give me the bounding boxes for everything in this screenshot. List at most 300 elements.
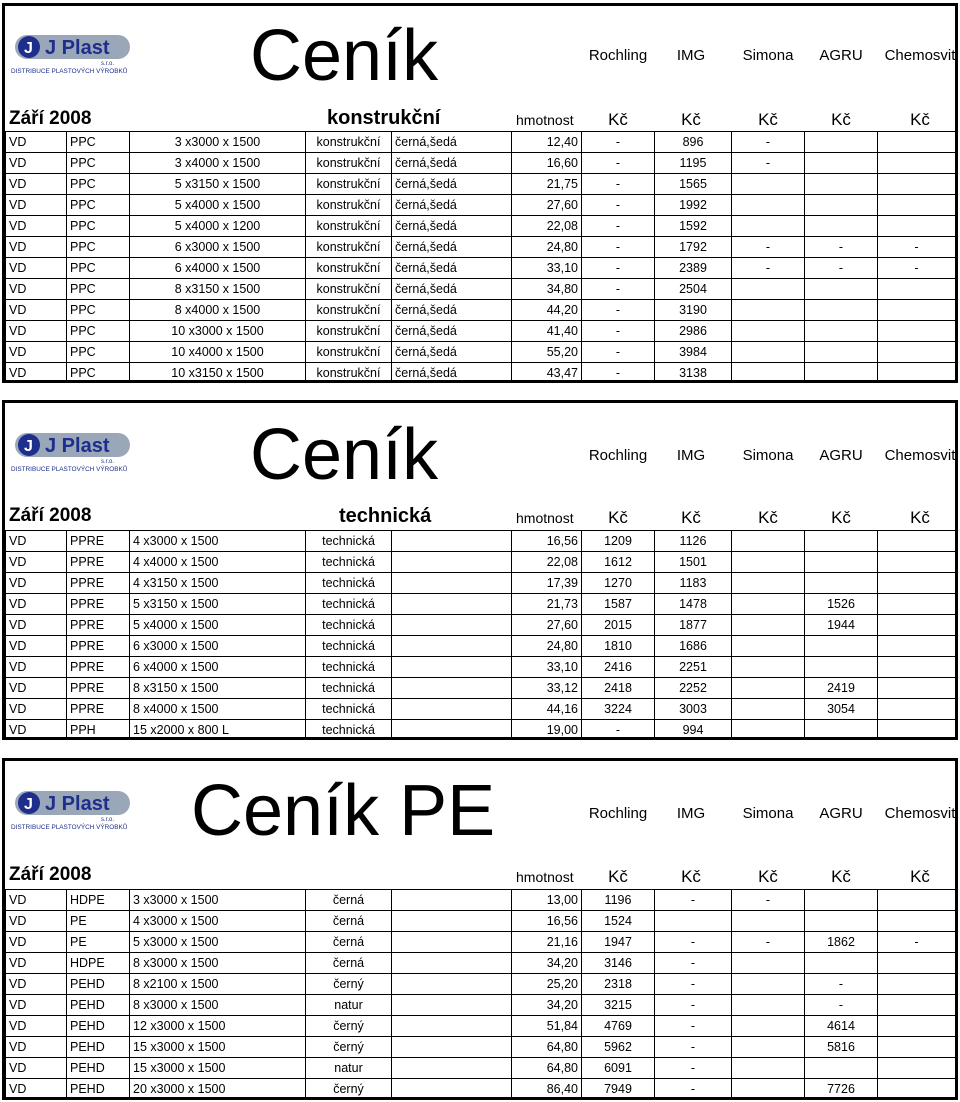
currency-header: Kč [758,110,778,129]
cell-type: VD [6,678,67,699]
cell-grade: natur [306,995,392,1016]
table-row [6,216,956,237]
table-row [6,237,956,258]
table-row [6,363,956,384]
cell-grade: konstrukční [306,237,392,258]
cell-price-chemosvit [878,1058,956,1079]
cell-price-agru [805,174,878,195]
cell-weight: 43,47 [512,363,582,384]
cell-dimensions: 12 x3000 x 1500 [130,1016,306,1037]
cell-weight: 24,80 [512,237,582,258]
price-table [5,131,956,383]
cell-price-agru [805,363,878,384]
cell-price-img: 1501 [655,552,732,573]
cell-color: černá,šedá [392,321,512,342]
cell-material: PPC [67,174,130,195]
cell-weight: 13,00 [512,890,582,911]
cell-type: VD [6,363,67,384]
cell-grade: technická [306,573,392,594]
cell-price-img: 3190 [655,300,732,321]
cell-material: HDPE [67,953,130,974]
cell-grade: konstrukční [306,195,392,216]
cell-price-rochling: - [582,237,655,258]
cell-grade: černý [306,974,392,995]
cell-price-simona [732,636,805,657]
cell-price-agru: - [805,237,878,258]
cell-dimensions: 10 x4000 x 1500 [130,342,306,363]
cell-color [392,657,512,678]
table-row [6,153,956,174]
cell-type: VD [6,321,67,342]
currency-header: Kč [681,110,701,129]
cell-type: VD [6,279,67,300]
cell-price-chemosvit [878,953,956,974]
cell-dimensions: 6 x3000 x 1500 [130,237,306,258]
cell-weight: 33,10 [512,657,582,678]
cell-grade: černý [306,1079,392,1100]
cell-price-img: - [655,953,732,974]
table-row [6,657,956,678]
cell-weight: 44,16 [512,699,582,720]
cell-dimensions: 8 x3150 x 1500 [130,279,306,300]
cell-color: černá,šedá [392,363,512,384]
cell-price-simona [732,678,805,699]
cell-material: PPRE [67,615,130,636]
cell-price-agru [805,552,878,573]
cell-type: VD [6,195,67,216]
cell-price-img: 1686 [655,636,732,657]
cell-price-agru: 3054 [805,699,878,720]
cell-price-chemosvit [878,594,956,615]
cell-type: VD [6,237,67,258]
cell-price-rochling: - [582,321,655,342]
cell-price-rochling: 3146 [582,953,655,974]
cell-price-simona [732,300,805,321]
cell-weight: 27,60 [512,195,582,216]
cell-price-img: 2251 [655,657,732,678]
section-subtitle: technická [339,505,432,527]
cell-material: PPC [67,237,130,258]
cell-price-img: - [655,1037,732,1058]
cell-dimensions: 8 x2100 x 1500 [130,974,306,995]
cell-price-chemosvit [878,615,956,636]
cell-material: PPC [67,279,130,300]
cell-price-chemosvit [878,995,956,1016]
cell-price-simona [732,657,805,678]
cell-price-rochling: - [582,153,655,174]
cell-type: VD [6,552,67,573]
cell-price-agru: 4614 [805,1016,878,1037]
price-table [5,889,956,1100]
currency-header: Kč [831,508,851,527]
cell-material: PPRE [67,594,130,615]
table-row [6,1079,956,1100]
cell-price-simona: - [732,153,805,174]
cell-price-chemosvit [878,699,956,720]
cell-grade: černá [306,932,392,953]
cell-weight: 16,56 [512,531,582,552]
cell-color: černá,šedá [392,237,512,258]
cell-material: PEHD [67,1016,130,1037]
cell-weight: 17,39 [512,573,582,594]
cell-price-chemosvit [878,321,956,342]
cell-weight: 21,75 [512,174,582,195]
cell-type: VD [6,300,67,321]
cell-price-simona [732,174,805,195]
cell-price-simona [732,342,805,363]
cell-material: PPRE [67,699,130,720]
cell-price-simona [732,216,805,237]
cell-color: černá,šedá [392,132,512,153]
cell-price-img: 1478 [655,594,732,615]
price-section-technicka [2,400,958,740]
currency-header: Kč [831,867,851,886]
svg-text:J Plast: J Plast [45,435,110,457]
cell-price-img: 2389 [655,258,732,279]
cell-grade: technická [306,657,392,678]
currency-header: Kč [831,110,851,129]
supplier-agru: AGRU [819,447,863,464]
cell-dimensions: 15 x2000 x 800 L [130,720,306,741]
cell-material: PPC [67,342,130,363]
cell-dimensions: 6 x4000 x 1500 [130,657,306,678]
cell-color [392,699,512,720]
cell-price-agru: 7726 [805,1079,878,1100]
cell-material: PPRE [67,678,130,699]
cell-type: VD [6,720,67,741]
cell-price-chemosvit [878,531,956,552]
table-row [6,953,956,974]
cell-price-img: 2986 [655,321,732,342]
cell-type: VD [6,699,67,720]
cell-material: PPC [67,321,130,342]
cell-grade: technická [306,615,392,636]
cell-price-rochling: 2015 [582,615,655,636]
cell-price-rochling: 4769 [582,1016,655,1037]
page-title: Ceník PE [191,771,496,851]
cell-price-simona: - [732,258,805,279]
cell-dimensions: 8 x4000 x 1500 [130,300,306,321]
supplier-img: IMG [676,47,706,64]
cell-price-rochling: 1587 [582,594,655,615]
cell-price-rochling: 1947 [582,932,655,953]
cell-price-chemosvit [878,195,956,216]
cell-price-chemosvit [878,363,956,384]
cell-weight: 33,12 [512,678,582,699]
supplier-rochling: Rochling [588,447,648,464]
cell-weight: 41,40 [512,321,582,342]
cell-price-simona [732,995,805,1016]
cell-type: VD [6,1058,67,1079]
cell-grade: černá [306,890,392,911]
cell-price-agru [805,153,878,174]
table-row [6,594,956,615]
cell-type: VD [6,1037,67,1058]
cell-weight: 34,80 [512,279,582,300]
currency-header: Kč [910,110,930,129]
cell-color [392,932,512,953]
cell-price-img: - [655,1079,732,1100]
cell-grade: černá [306,953,392,974]
cell-type: VD [6,657,67,678]
cell-weight: 24,80 [512,636,582,657]
table-row [6,132,956,153]
section-subtitle: konstrukční [327,107,441,129]
currency-header: Kč [910,867,930,886]
cell-grade: technická [306,720,392,741]
cell-price-chemosvit [878,573,956,594]
cell-type: VD [6,594,67,615]
cell-dimensions: 3 x4000 x 1500 [130,153,306,174]
cell-price-simona [732,1016,805,1037]
weight-header: hmotnost [516,869,574,885]
cell-type: VD [6,932,67,953]
cell-weight: 21,73 [512,594,582,615]
cell-dimensions: 8 x3000 x 1500 [130,953,306,974]
weight-header: hmotnost [516,510,574,526]
cell-price-agru [805,342,878,363]
cell-price-simona [732,1058,805,1079]
cell-price-img: 2252 [655,678,732,699]
cell-material: PPRE [67,573,130,594]
cell-color [392,636,512,657]
cell-price-img: 1592 [655,216,732,237]
cell-type: VD [6,342,67,363]
cell-price-img: - [655,995,732,1016]
cell-grade: technická [306,594,392,615]
cell-weight: 64,80 [512,1037,582,1058]
date-label: Září 2008 [9,108,92,129]
cell-color [392,995,512,1016]
cell-material: PE [67,932,130,953]
cell-price-simona [732,363,805,384]
cell-weight: 22,08 [512,216,582,237]
cell-color [392,911,512,932]
cell-price-rochling: 1209 [582,531,655,552]
cell-price-img: 2504 [655,279,732,300]
cell-price-rochling: 3215 [582,995,655,1016]
cell-price-chemosvit [878,279,956,300]
table-row [6,720,956,741]
cell-material: HDPE [67,890,130,911]
supplier-rochling: Rochling [588,47,648,64]
svg-text:DISTRIBUCE PLASTOVÝCH VÝROBKŮ: DISTRIBUCE PLASTOVÝCH VÝROBKŮ [11,824,128,831]
currency-header: Kč [608,508,628,527]
cell-price-chemosvit [878,1079,956,1100]
cell-price-img: 1126 [655,531,732,552]
cell-material: PPC [67,300,130,321]
cell-material: PPRE [67,552,130,573]
table-row [6,615,956,636]
cell-price-img [655,911,732,932]
cell-price-rochling: 7949 [582,1079,655,1100]
cell-material: PPC [67,258,130,279]
page-title: Ceník [250,415,439,495]
cell-material: PPC [67,153,130,174]
cell-dimensions: 15 x3000 x 1500 [130,1037,306,1058]
cell-price-simona [732,279,805,300]
currency-header: Kč [681,508,701,527]
cell-dimensions: 10 x3150 x 1500 [130,363,306,384]
cell-price-simona [732,531,805,552]
table-row [6,279,956,300]
cell-grade: konstrukční [306,279,392,300]
cell-weight: 34,20 [512,995,582,1016]
cell-weight: 21,16 [512,932,582,953]
cell-price-agru [805,300,878,321]
cell-color: černá,šedá [392,258,512,279]
cell-price-rochling: - [582,720,655,741]
cell-price-chemosvit [878,890,956,911]
currency-header: Kč [910,508,930,527]
cell-price-agru [805,911,878,932]
table-row [6,932,956,953]
cell-price-agru: - [805,995,878,1016]
cell-price-agru [805,657,878,678]
cell-color [392,1079,512,1100]
cell-type: VD [6,890,67,911]
cell-price-agru [805,531,878,552]
cell-grade: černý [306,1016,392,1037]
supplier-rochling: Rochling [588,805,648,822]
cell-weight: 33,10 [512,258,582,279]
cell-price-chemosvit [878,636,956,657]
cell-color: černá,šedá [392,174,512,195]
cell-type: VD [6,1016,67,1037]
supplier-chemosvit: Chemosvit [884,47,956,64]
cell-type: VD [6,953,67,974]
cell-price-chemosvit [878,342,956,363]
svg-text:J Plast: J Plast [45,793,110,815]
cell-price-img: - [655,1016,732,1037]
cell-type: VD [6,573,67,594]
cell-price-chemosvit [878,132,956,153]
svg-text:s.r.o.: s.r.o. [101,817,115,823]
cell-price-agru [805,890,878,911]
supplier-agru: AGRU [819,805,863,822]
cell-dimensions: 5 x4000 x 1500 [130,195,306,216]
cell-price-rochling: - [582,258,655,279]
cell-material: PPRE [67,636,130,657]
cell-price-img: - [655,1058,732,1079]
cell-price-rochling: - [582,279,655,300]
cell-color: černá,šedá [392,216,512,237]
cell-price-chemosvit [878,300,956,321]
svg-text:DISTRIBUCE PLASTOVÝCH VÝROBKŮ: DISTRIBUCE PLASTOVÝCH VÝROBKŮ [11,466,128,473]
cell-color: černá,šedá [392,153,512,174]
cell-dimensions: 5 x3150 x 1500 [130,594,306,615]
cell-price-simona [732,1037,805,1058]
cell-price-rochling: 6091 [582,1058,655,1079]
cell-dimensions: 5 x4000 x 1200 [130,216,306,237]
cell-grade: konstrukční [306,258,392,279]
cell-color [392,678,512,699]
cell-dimensions: 5 x3000 x 1500 [130,932,306,953]
cell-price-rochling: - [582,342,655,363]
cell-weight: 44,20 [512,300,582,321]
cell-dimensions: 3 x3000 x 1500 [130,132,306,153]
cell-price-chemosvit [878,174,956,195]
cell-type: VD [6,153,67,174]
cell-material: PPH [67,720,130,741]
cell-price-img: 1992 [655,195,732,216]
cell-price-simona [732,1079,805,1100]
cell-dimensions: 5 x4000 x 1500 [130,615,306,636]
table-row [6,995,956,1016]
cell-weight: 27,60 [512,615,582,636]
supplier-img: IMG [676,447,706,464]
svg-text:J Plast: J Plast [45,37,110,59]
svg-text:DISTRIBUCE PLASTOVÝCH VÝROBKŮ: DISTRIBUCE PLASTOVÝCH VÝROBKŮ [11,68,128,75]
cell-weight: 34,20 [512,953,582,974]
svg-text:J: J [24,796,33,813]
cell-price-chemosvit: - [878,237,956,258]
cell-price-simona [732,321,805,342]
cell-grade: konstrukční [306,321,392,342]
cell-price-rochling: 1196 [582,890,655,911]
cell-dimensions: 8 x4000 x 1500 [130,699,306,720]
cell-type: VD [6,911,67,932]
cell-price-agru [805,720,878,741]
cell-weight: 25,20 [512,974,582,995]
cell-color [392,1037,512,1058]
cell-price-simona [732,552,805,573]
cell-price-rochling: - [582,174,655,195]
cell-price-agru [805,279,878,300]
jplast-logo-icon [9,788,161,832]
cell-price-img: - [655,974,732,995]
cell-price-chemosvit [878,720,956,741]
cell-type: VD [6,132,67,153]
cell-price-img: - [655,890,732,911]
cell-dimensions: 4 x3000 x 1500 [130,911,306,932]
cell-price-rochling: - [582,363,655,384]
cell-color [392,531,512,552]
cell-weight: 19,00 [512,720,582,741]
cell-grade: technická [306,636,392,657]
cell-grade: technická [306,531,392,552]
cell-price-agru: - [805,258,878,279]
cell-price-agru [805,573,878,594]
table-row [6,342,956,363]
cell-price-img: 3138 [655,363,732,384]
cell-price-simona [732,974,805,995]
price-section-pe [2,758,958,1100]
supplier-chemosvit: Chemosvit [884,805,956,822]
cell-price-rochling: - [582,300,655,321]
cell-price-simona [732,699,805,720]
cell-price-simona: - [732,932,805,953]
cell-dimensions: 6 x4000 x 1500 [130,258,306,279]
cell-price-simona [732,720,805,741]
cell-dimensions: 4 x3000 x 1500 [130,531,306,552]
cell-dimensions: 8 x3000 x 1500 [130,995,306,1016]
cell-color [392,1016,512,1037]
cell-price-img: 1792 [655,237,732,258]
price-section-konstrukcni [2,3,958,383]
cell-grade: konstrukční [306,174,392,195]
cell-grade: technická [306,552,392,573]
cell-weight: 22,08 [512,552,582,573]
cell-grade: natur [306,1058,392,1079]
svg-text:s.r.o.: s.r.o. [101,459,115,465]
cell-type: VD [6,174,67,195]
table-row [6,174,956,195]
cell-price-chemosvit [878,216,956,237]
currency-header: Kč [758,867,778,886]
cell-price-agru: 1944 [805,615,878,636]
cell-price-simona [732,911,805,932]
